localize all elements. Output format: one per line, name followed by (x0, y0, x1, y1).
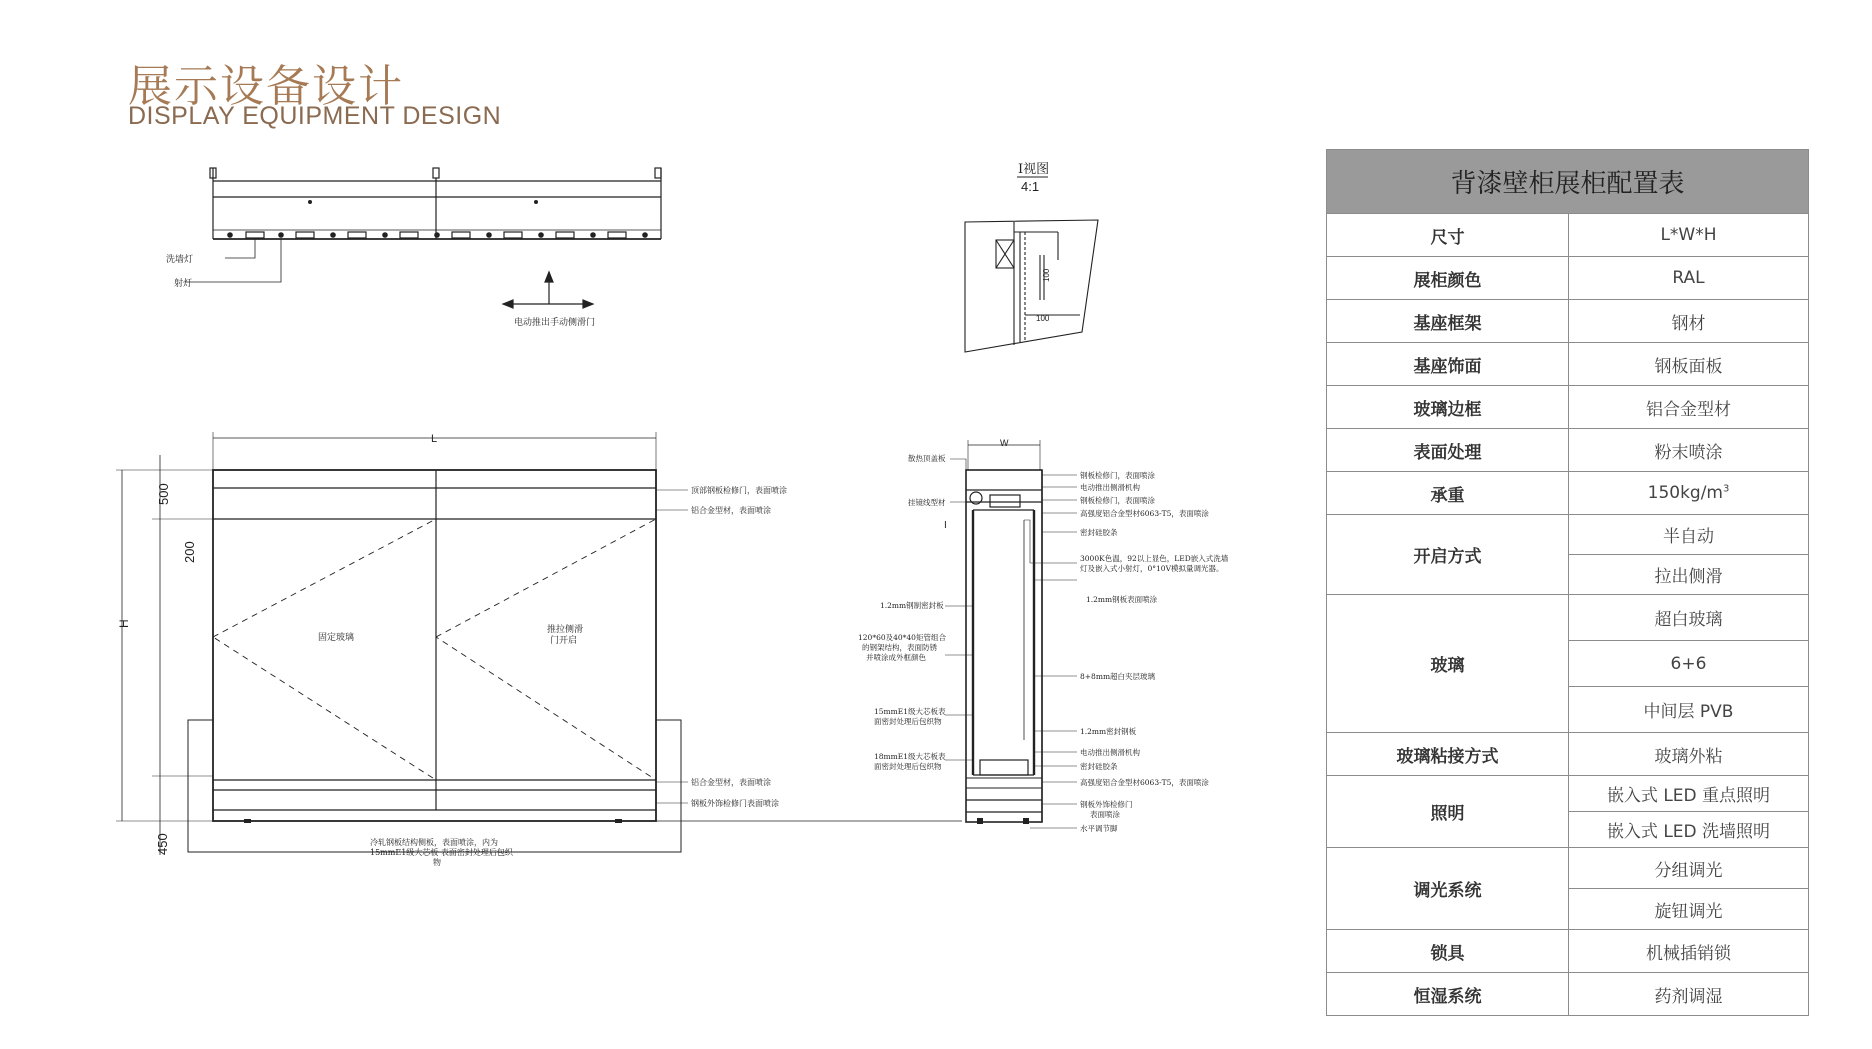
table-title: 背漆壁柜展柜配置表 (1327, 150, 1809, 214)
table-row (1327, 776, 1809, 812)
note-left: 1.2mm钢制密封板 (880, 601, 944, 610)
table-row (1327, 429, 1809, 472)
row-value: 玻璃外粘 (1569, 733, 1809, 776)
row-key: 照明 (1327, 776, 1569, 848)
table-row (1327, 472, 1809, 515)
load-unit-exponent: 3 (1723, 483, 1730, 495)
config-table (1326, 149, 1809, 1016)
note-left: 的钢架结构，表面防锈 (862, 643, 937, 652)
table-row (1327, 343, 1809, 386)
row-value (1569, 472, 1809, 515)
note-left: 散热顶盖板 (908, 454, 946, 463)
table-row (1327, 595, 1809, 641)
note-left: 面密封处理后包织物 (874, 717, 942, 726)
dim-450: 450 (155, 833, 170, 855)
section-marker-I: I (944, 520, 947, 531)
note-right: 密封硅胶条 (1080, 528, 1118, 537)
row-value: 半自动 (1569, 515, 1809, 555)
row-key: 展柜颜色 (1327, 257, 1569, 300)
dim-W: W (1000, 438, 1009, 448)
note-right: 表面喷涂 (1090, 810, 1120, 819)
row-value: 机械插销锁 (1569, 930, 1809, 973)
page-subtitle: DISPLAY EQUIPMENT DESIGN (128, 102, 502, 130)
row-value: 旋钮调光 (1569, 889, 1809, 930)
note-right: 灯及嵌入式小射灯，0°10V模拟量调光器。 (1080, 564, 1224, 573)
note-right: 水平调节脚 (1080, 824, 1118, 833)
label-spot-light: 射灯 (174, 279, 193, 289)
note-right: 3000K色温，92以上显色，LED嵌入式洗墙 (1080, 554, 1229, 563)
note-right: 钢板外饰检修门 (1080, 800, 1133, 809)
plan-view (185, 168, 661, 308)
table-row (1327, 848, 1809, 889)
note-left: 15mmE1级大芯板表 (874, 707, 946, 716)
row-value: 嵌入式 LED 洗墙照明 (1569, 812, 1809, 848)
note-base-2: 15mmE1级大芯板 表面密封处理后包织 (370, 848, 513, 857)
note-right: 钢板检修门，表面喷涂 (1080, 496, 1155, 505)
note-left: 120*60及40*40矩管组合 (858, 633, 946, 642)
dim-500: 500 (156, 483, 171, 505)
row-key: 表面处理 (1327, 429, 1569, 472)
row-key: 开启方式 (1327, 515, 1569, 595)
row-key: 玻璃粘接方式 (1327, 733, 1569, 776)
note-right: 高强度铝合金型材6063-T5，表面喷涂 (1080, 778, 1209, 787)
row-key: 玻璃 (1327, 595, 1569, 733)
detail-dim-a: 100 (1042, 268, 1051, 282)
row-value: 钢材 (1569, 300, 1809, 343)
note-base-3: 物 (433, 858, 441, 867)
note-left: 18mmE1级大芯板表 (874, 752, 946, 761)
row-key: 基座框架 (1327, 300, 1569, 343)
row-key: 承重 (1327, 472, 1569, 515)
section-view (945, 440, 1077, 828)
row-value: L*W*H (1569, 214, 1809, 257)
row-value: 钢板面板 (1569, 343, 1809, 386)
note-base-1: 冷轧钢板结构侧板，表面喷涂，内为 (370, 838, 498, 847)
detail-scale: 4:1 (1021, 179, 1040, 194)
note-left: 并喷涂成外框颜色 (866, 653, 926, 662)
note-left: 挂镜线型材 (908, 498, 946, 507)
front-elevation (116, 432, 962, 855)
note-right: 密封硅胶条 (1080, 762, 1118, 771)
table-row (1327, 973, 1809, 1016)
note-right: 1.2mm钢板表面喷涂 (1086, 595, 1158, 604)
label-fixed-glass: 固定玻璃 (318, 633, 355, 643)
row-value: 粉末喷涂 (1569, 429, 1809, 472)
section-right-notes (1080, 470, 1229, 833)
note-right: 8+8mm超白夹层玻璃 (1080, 672, 1156, 681)
note-right: 高强度铝合金型材6063-T5，表面喷涂 (1080, 509, 1209, 518)
table-row (1327, 515, 1809, 555)
note-bot-1: 铝合金型材，表面喷涂 (691, 778, 771, 787)
detail-view-title: I视图 (1018, 162, 1050, 177)
table-row (1327, 257, 1809, 300)
detail-view (965, 220, 1098, 352)
row-value: 中间层 PVB (1569, 687, 1809, 733)
note-bot-2: 钢板外饰检修门表面喷涂 (691, 799, 779, 808)
row-value: 超白玻璃 (1569, 595, 1809, 641)
note-top-1: 顶部钢板检修门，表面喷涂 (691, 486, 787, 495)
note-left: 面密封处理后包织物 (874, 762, 942, 771)
note-right: 1.2mm密封钢板 (1080, 727, 1137, 736)
label-sliding-door: 电动推出手动侧滑门 (514, 318, 596, 328)
section-left-notes (858, 453, 946, 771)
detail-dim-b: 100 (1036, 314, 1050, 323)
load-value: 150kg/m (1647, 483, 1723, 503)
table-row (1327, 214, 1809, 257)
row-key: 尺寸 (1327, 214, 1569, 257)
row-value: 药剂调湿 (1569, 973, 1809, 1016)
row-key: 调光系统 (1327, 848, 1569, 930)
dim-H: H (117, 619, 131, 628)
dim-200: 200 (182, 541, 197, 563)
table-row (1327, 930, 1809, 973)
row-key: 基座饰面 (1327, 343, 1569, 386)
note-right: 电动推出侧滑机构 (1080, 483, 1140, 492)
row-key: 锁具 (1327, 930, 1569, 973)
note-top-2: 铝合金型材，表面喷涂 (691, 506, 771, 515)
row-value: 拉出侧滑 (1569, 555, 1809, 595)
note-right: 电动推出侧滑机构 (1080, 748, 1140, 757)
row-value: 嵌入式 LED 重点照明 (1569, 776, 1809, 812)
row-value: 分组调光 (1569, 848, 1809, 889)
table-row (1327, 733, 1809, 776)
label-wash-light: 洗墙灯 (166, 255, 194, 265)
page-title: 展示设备设计 (128, 61, 404, 112)
row-key: 玻璃边框 (1327, 386, 1569, 429)
table-row (1327, 386, 1809, 429)
dim-L: L (431, 433, 438, 445)
label-sliding-2: 门开启 (550, 636, 578, 646)
note-right: 钢板检修门，表面喷涂 (1080, 471, 1155, 480)
row-value: 6+6 (1569, 641, 1809, 687)
row-key: 恒湿系统 (1327, 973, 1569, 1016)
row-value: 铝合金型材 (1569, 386, 1809, 429)
label-sliding-1: 推拉侧滑 (547, 625, 584, 635)
row-value: RAL (1569, 257, 1809, 300)
table-row (1327, 300, 1809, 343)
